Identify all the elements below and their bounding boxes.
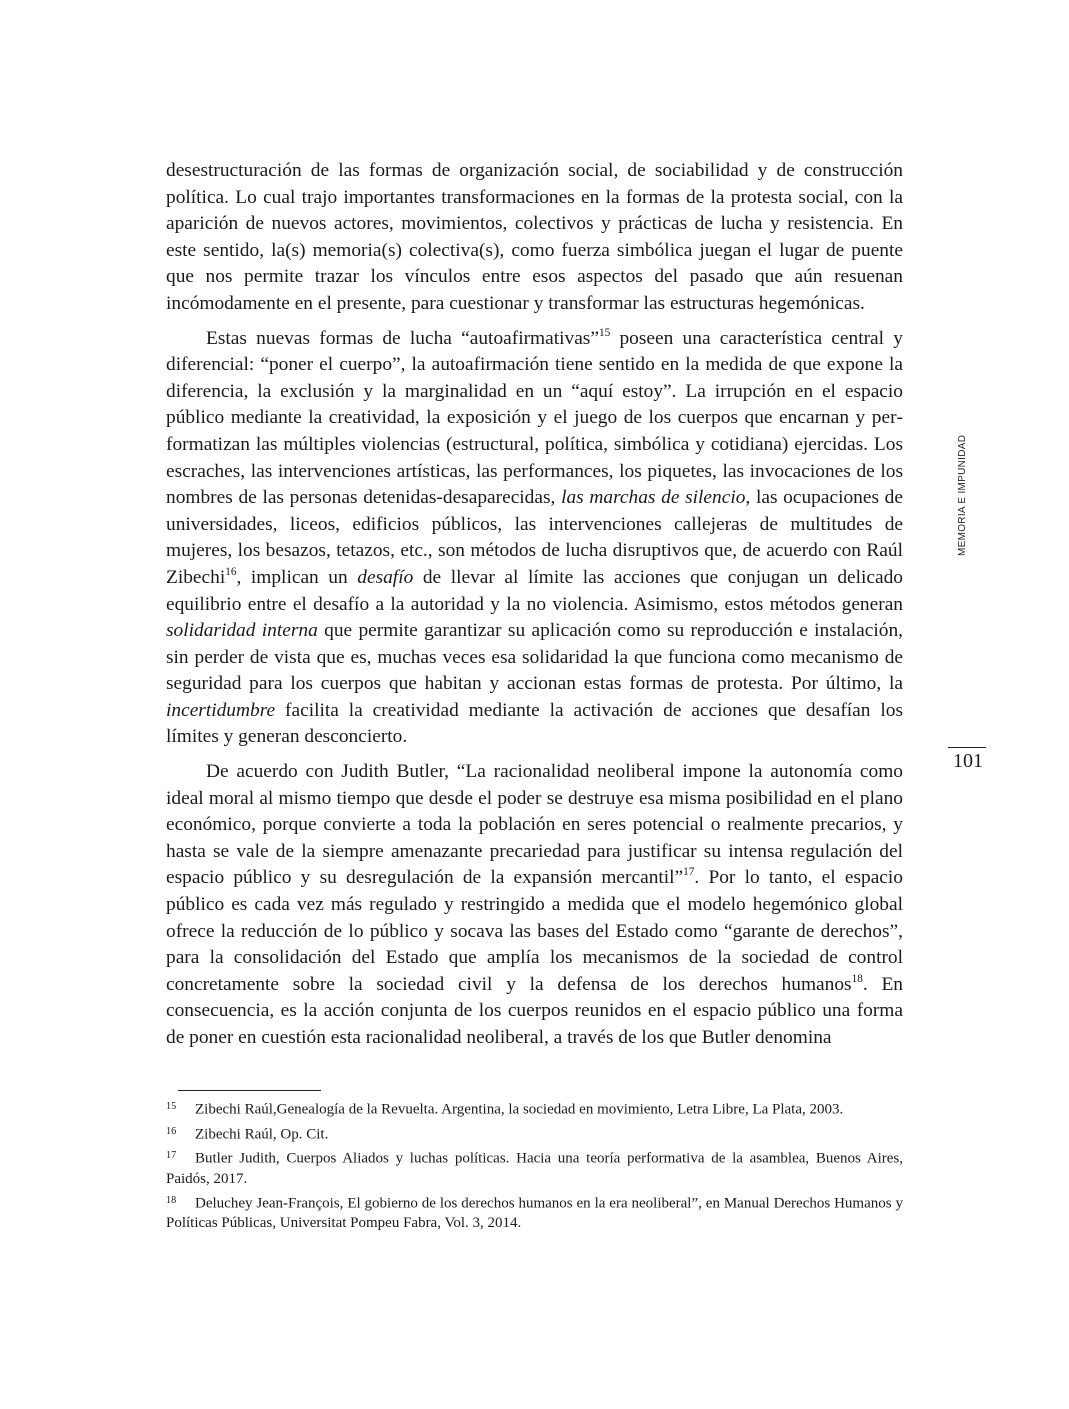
paragraph-text: . Por lo tanto, el espacio público es cada vez más regulado y restringido a medida que el modelo hegemónico global ofrece la reducción de lo público y socava las bases del Estado como “garante de derechos”, para la consolidación del Estado que amplía los mecanismos de la sociedad de control concretamente sobre la sociedad civil y la defensa de los derechos humanos [166, 867, 903, 995]
body-text [166, 158, 903, 1060]
paragraph-text: , implican un [236, 566, 358, 588]
footnote [166, 1146, 903, 1189]
paragraph-text: que permite garantizar su aplicación como su reproducción e instalación, sin perder de vista que es, muchas veces esa solidaridad la que funciona como mecanismo de seguridad para los cuerpos que habitan y accionan estas formas de protesta. Por último, la [166, 620, 903, 695]
paragraph [166, 326, 903, 752]
footnote-text: Zibechi Raúl, Op. Cit. [195, 1126, 329, 1143]
footnote [166, 1122, 903, 1145]
page-number-rule [948, 747, 986, 748]
footnote [166, 1191, 903, 1234]
paragraph [166, 158, 903, 318]
paragraph-text: , las ocupaciones de universidades, liceos, edificios públicos, las intervenciones callejeras de multitudes de mujeres, los besazos, tetazos, etc., son métodos de lucha disruptivos que, de acuerdo con Raúl Zibechi [166, 487, 903, 588]
italic-text: las marchas de silencio [561, 487, 746, 509]
footnote-ref: 16 [225, 566, 237, 579]
paragraph [166, 759, 903, 1052]
footnote-number: 15 [166, 1101, 177, 1112]
paragraph-text: De acuerdo con Judith Butler, “La racionalidad neoliberal impone la autonomía como ideal moral al mismo tiempo que desde el poder se destruye esa misma posibilidad en el plano económico, porque convierte a toda la población en seres potencial o realmente precarios, y hasta se vale de la siempre amenazante precariedad para justificar su intensa regulación del espacio público y su desregulación de la expansión mercantil” [166, 761, 903, 889]
footnote-ref: 15 [598, 326, 611, 339]
page-number: 101 [953, 750, 983, 772]
italic-text: incertidumbre [166, 699, 276, 721]
paragraph-text: de llevar al límite las acciones que conjugan un delicado equilibrio entre el desafío a la autoridad y la no violencia. Asimismo, estos métodos generan [166, 566, 903, 615]
footnote-separator [178, 1090, 321, 1091]
paragraph-text: Estas nuevas formas de lucha “autoafirmativas” [206, 327, 599, 349]
italic-text: solidaridad interna [166, 620, 318, 642]
footnote-number: 18 [166, 1194, 177, 1206]
footnote-text: Zibechi Raúl,Genealogía de la Revuelta. Argentina, la sociedad en movimiento, Letra Libre, La Plata, 2003. [195, 1101, 844, 1118]
footnote-text: Deluchey Jean-François, El gobierno de los derechos humanos en la era neoliberal”, en Manual Derechos Humanos y Políticas Públicas, Universitat Pompeu Fabra, Vol. 3, 2014. [166, 1195, 903, 1232]
footnote [166, 1097, 903, 1120]
paragraph-text: desestructuración de las formas de organización social, de sociabilidad y de construcción política. Lo cual trajo importantes transformaciones en la formas de la protesta social, con la aparición de nuevos actores, movimientos, colectivos y prácticas de lucha y resistencia. En este sentido, la(s) memoria(s) colectiva(s), como fuerza simbólica juegan el lugar de puente que nos permite trazar los vínculos entre esos aspectos del pasado que aún resuenan incómodamente en el presente, para cuestionar y transformar las estructuras hegemónicas. [166, 160, 903, 314]
footnote-number: 16 [166, 1125, 177, 1137]
footnote-number: 17 [166, 1150, 177, 1162]
paragraph-text: facilita la creatividad mediante la activación de acciones que desafían los límites y generan desconcierto. [166, 699, 903, 748]
running-head: MEMORIA E IMPUNIDAD [957, 434, 968, 556]
footnote-text: Butler Judith, Cuerpos Aliados y luchas políticas. Hacia una teoría performativa de la asamblea, Buenos Aires, Paidós, 2017. [166, 1150, 903, 1187]
footnotes [166, 1097, 903, 1235]
footnote-ref: 18 [851, 972, 863, 985]
italic-text: desafío [357, 566, 414, 588]
paragraph-text: . En consecuencia, es la acción conjunta de los cuerpos reunidos en el espacio público una forma de poner en cuestión esta racionalidad neoliberal, a través de los que Butler denomina [166, 973, 903, 1048]
footnote-ref: 17 [683, 866, 695, 879]
paragraph-text: poseen una característica central y diferencial: “poner el cuerpo”, la autoafirmación tiene sentido en la medida de que expone la diferencia, la exclusión y la marginalidad en un “aquí estoy”. La irrupción en el espacio público mediante la creatividad, la exposición y el juego de los cuerpos que encarnan y performatizan las múltiples violencias (estructural, política, simbólica y cotidiana) ejercidas. Los escraches, las intervenciones artísticas, las performances, los piquetes, las invocaciones de los nombres de las personas detenidas-desaparecidas, [166, 327, 903, 509]
